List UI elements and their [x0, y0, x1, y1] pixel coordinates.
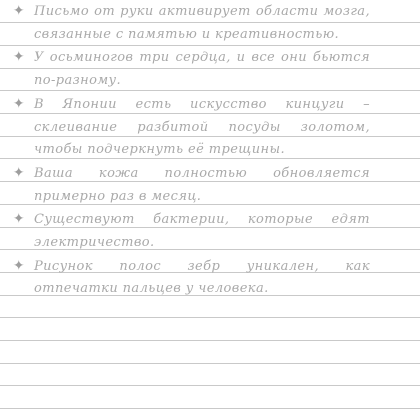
fact-text: Рисунок полос зебр уникален, как отпечатки пальцев у человека. — [34, 258, 370, 297]
ruled-line — [0, 363, 420, 364]
fact-text: Существуют бактерии, которые едят электричество. — [34, 212, 370, 251]
sparkle-star-icon: ✦ — [12, 49, 26, 66]
fact-text: У осьминогов три сердца, и все они бьются по-разному. — [34, 50, 370, 89]
sparkle-star-icon: ✦ — [12, 211, 26, 228]
sparkle-star-icon: ✦ — [12, 3, 26, 19]
ruled-line — [0, 340, 420, 341]
fact-item — [12, 162, 370, 208]
ruled-line — [0, 317, 420, 318]
fact-item — [12, 255, 370, 301]
sparkle-star-icon: ✦ — [12, 257, 26, 274]
fact-item — [12, 208, 370, 254]
sparkle-star-icon: ✦ — [12, 164, 26, 181]
fact-text: В Японии есть искусство кинцуги – склеивание разбитой посуды золотом, чтобы подчеркнуть её трещины. — [34, 96, 370, 158]
fact-item — [12, 46, 370, 92]
ruled-line — [0, 408, 420, 409]
fact-item — [12, 0, 370, 46]
fact-text: Письмо от руки активирует области мозга, связанные с памятью и креативностью. — [34, 4, 370, 42]
facts-list — [12, 0, 370, 301]
ruled-line — [0, 385, 420, 386]
sparkle-star-icon: ✦ — [12, 95, 26, 112]
fact-item — [12, 93, 370, 162]
fact-text: Ваша кожа полностью обновляется примерно раз в месяц. — [34, 165, 370, 204]
